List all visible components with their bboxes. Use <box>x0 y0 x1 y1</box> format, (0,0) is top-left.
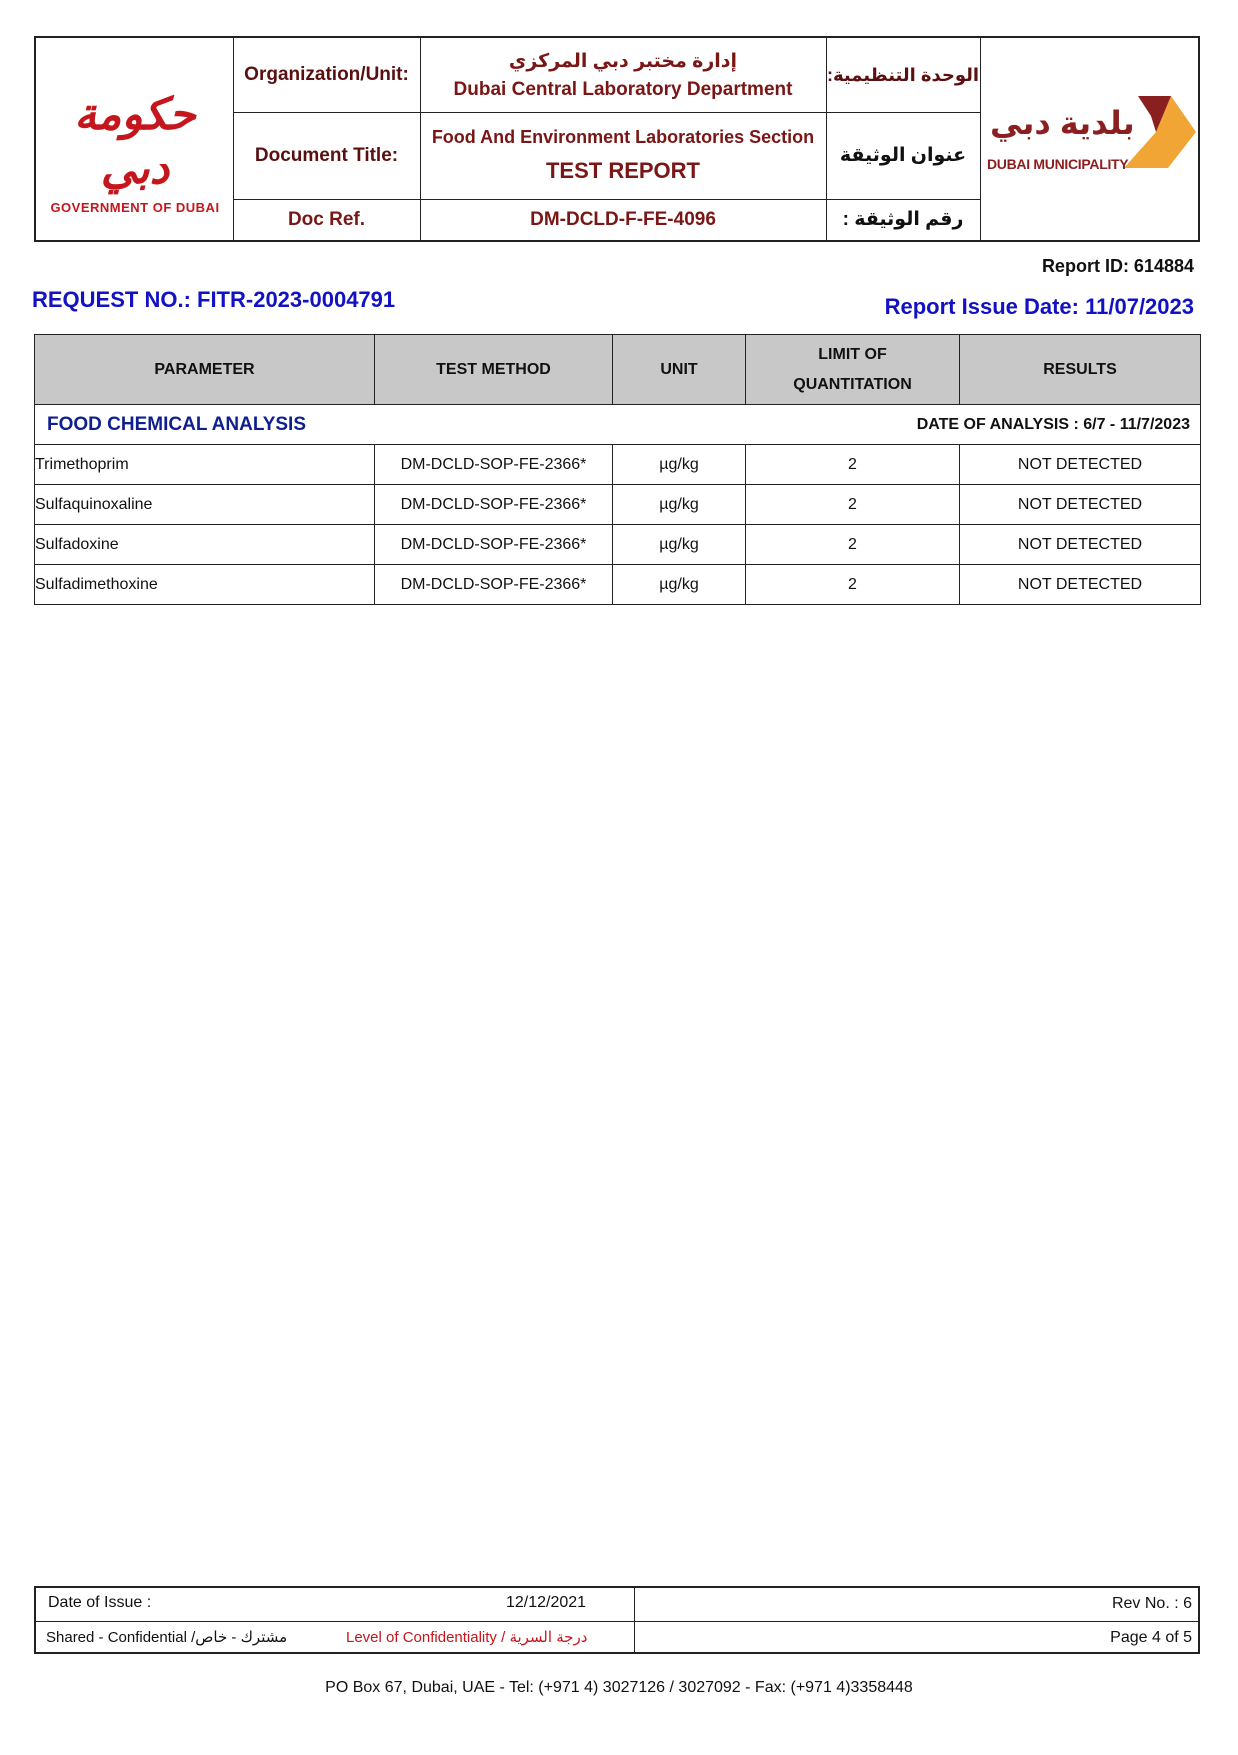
method-cell: DM-DCLD-SOP-FE-2366* <box>375 445 613 485</box>
method-cell: DM-DCLD-SOP-FE-2366* <box>375 525 613 565</box>
column-header-unit: UNIT <box>613 335 746 405</box>
report-title: TEST REPORT <box>545 158 700 183</box>
table-row <box>35 445 1201 485</box>
method-cell: DM-DCLD-SOP-FE-2366* <box>375 565 613 605</box>
result-cell: NOT DETECTED <box>960 565 1201 605</box>
doc-title-label-arabic: عنوان الوثيقة <box>839 145 967 166</box>
confidentiality-label: Level of Confidentiality / درجة السرية <box>346 1629 588 1646</box>
date-of-analysis: DATE OF ANALYSIS : 6/7 - 11/7/2023 <box>916 415 1190 433</box>
parameter-cell: Sulfadoxine <box>35 525 375 565</box>
parameter-cell: Sulfaquinoxaline <box>35 485 375 525</box>
parameter-cell: Trimethoprim <box>35 445 375 485</box>
parameter-cell: Sulfadimethoxine <box>35 565 375 605</box>
org-name <box>420 38 826 112</box>
divider <box>36 1621 1198 1622</box>
table-row <box>35 525 1201 565</box>
date-of-issue: 12/12/2021 <box>506 1594 587 1611</box>
confidentiality-value: Shared - Confidential /مشترك - خاص <box>46 1629 288 1646</box>
table-row <box>35 485 1201 525</box>
page-number: Page 4 of 5 <box>1110 1629 1192 1646</box>
government-of-dubai-logo <box>40 88 230 215</box>
column-header-results: RESULTS <box>960 335 1201 405</box>
gov-logo-arabic: حكومة دبي <box>74 89 196 194</box>
section-row <box>35 405 1201 445</box>
divider <box>980 38 981 240</box>
doc-title <box>420 112 826 199</box>
org-label: Organization/Unit: <box>244 64 409 85</box>
loq-cell: 2 <box>746 565 960 605</box>
results-table <box>34 334 1201 605</box>
table-header-row <box>35 335 1201 405</box>
column-header-parameter: PARAMETER <box>35 335 375 405</box>
unit-cell: µg/kg <box>613 485 746 525</box>
loq-cell: 2 <box>746 525 960 565</box>
section-cell <box>35 405 1201 445</box>
loq-header-line1: LIMIT OF <box>818 345 887 363</box>
request-number: REQUEST NO.: FITR-2023-0004791 <box>32 287 396 312</box>
document-footer <box>34 1586 1200 1654</box>
org-label-arabic: الوحدة التنظيمية: <box>826 64 980 85</box>
method-cell: DM-DCLD-SOP-FE-2366* <box>375 485 613 525</box>
result-cell: NOT DETECTED <box>960 485 1201 525</box>
unit-cell: µg/kg <box>613 565 746 605</box>
postal-address: PO Box 67, Dubai, UAE - Tel: (+971 4) 3027126 / 3027092 - Fax: (+971 4)3358448 <box>325 1679 913 1696</box>
doc-ref: DM-DCLD-F-FE-4096 <box>530 208 716 230</box>
date-of-issue-label: Date of Issue : <box>48 1594 152 1611</box>
report-issue-date: Report Issue Date: 11/07/2023 <box>884 294 1194 319</box>
dm-logo-arabic: بلدية دبي <box>990 105 1135 141</box>
section-name: Food And Environment Laboratories Section <box>431 127 815 147</box>
column-header-method: TEST METHOD <box>375 335 613 405</box>
unit-cell: µg/kg <box>613 525 746 565</box>
loq-cell: 2 <box>746 485 960 525</box>
doc-ref-label-arabic: رقم الوثيقة : <box>842 209 964 230</box>
dubai-municipality-logo <box>982 92 1198 192</box>
divider <box>634 1588 635 1652</box>
dm-logo-english: DUBAI MUNICIPALITY <box>987 156 1129 172</box>
doc-title-label: Document Title: <box>254 144 399 166</box>
doc-ref-label: Doc Ref. <box>287 208 366 230</box>
gov-logo-english: GOVERNMENT OF DUBAI <box>50 200 220 215</box>
unit-cell: µg/kg <box>613 445 746 485</box>
result-cell: NOT DETECTED <box>960 525 1201 565</box>
report-id: Report ID: 614884 <box>1041 256 1194 276</box>
document-header <box>34 36 1200 242</box>
table-row <box>35 565 1201 605</box>
column-header-loq <box>746 335 960 405</box>
revision-number: Rev No. : 6 <box>1111 1595 1192 1612</box>
org-name-arabic: إدارة مختبر دبي المركزي <box>508 50 738 72</box>
org-name-english: Dubai Central Laboratory Department <box>453 78 793 100</box>
loq-header-line2: QUANTITATION <box>793 375 912 393</box>
result-cell: NOT DETECTED <box>960 445 1201 485</box>
loq-cell: 2 <box>746 445 960 485</box>
section-title: FOOD CHEMICAL ANALYSIS <box>47 413 306 435</box>
